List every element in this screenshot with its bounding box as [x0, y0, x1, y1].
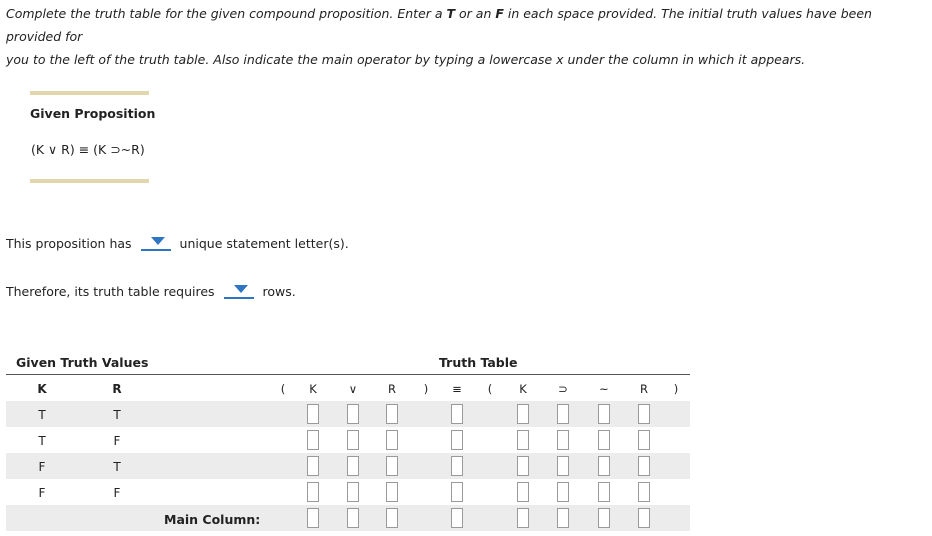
given-value: T [113, 460, 121, 474]
truth-input-tilde[interactable] [598, 482, 610, 502]
col-symbol-close-paren: ) [673, 382, 679, 396]
given-value: T [38, 408, 46, 422]
col-symbol-horseshoe: ⊃ [558, 382, 568, 396]
truth-input-equiv[interactable] [451, 430, 463, 450]
instructions [6, 2, 926, 71]
truth-table-title: Truth Table [439, 355, 518, 370]
col-symbol-open-paren: ( [487, 382, 493, 396]
instructions-t: T [446, 6, 456, 21]
truth-input-tilde[interactable] [598, 404, 610, 424]
truth-input-k[interactable] [307, 430, 319, 450]
truth-input-k[interactable] [307, 482, 319, 502]
main-column-input-horseshoe[interactable] [557, 508, 569, 528]
proposition-top-rule [30, 91, 149, 95]
proposition-bottom-rule [30, 179, 149, 183]
given-value: F [113, 486, 121, 500]
truth-input-horseshoe[interactable] [557, 482, 569, 502]
statement-letters-dropdown[interactable] [141, 235, 171, 251]
truth-input-k[interactable] [517, 430, 529, 450]
truth-input-r[interactable] [386, 482, 398, 502]
main-column-input-tilde[interactable] [598, 508, 610, 528]
instructions-text-3: in each space provided. The initial truth values have been provided for [6, 6, 872, 44]
truth-input-r[interactable] [638, 430, 650, 450]
instructions-text-1: Complete the truth table for the given compound proposition. Enter a [6, 6, 447, 21]
truth-input-k[interactable] [517, 456, 529, 476]
truth-input-k[interactable] [307, 456, 319, 476]
truth-input-r[interactable] [386, 430, 398, 450]
truth-input-or[interactable] [347, 430, 359, 450]
truth-input-k[interactable] [517, 404, 529, 424]
main-column-input-k[interactable] [307, 508, 319, 528]
col-symbol-close-paren: ) [423, 382, 429, 396]
truth-input-r[interactable] [638, 482, 650, 502]
main-column-input-or[interactable] [347, 508, 359, 528]
given-value: T [38, 434, 46, 448]
col-symbol-k: K [309, 382, 317, 396]
given-truth-values-title: Given Truth Values [16, 355, 149, 370]
col-symbol-equiv: ≡ [452, 382, 462, 396]
truth-input-horseshoe[interactable] [557, 404, 569, 424]
main-column-input-k[interactable] [517, 508, 529, 528]
col-symbol-r: R [388, 382, 396, 396]
given-value: F [38, 486, 46, 500]
truth-input-tilde[interactable] [598, 430, 610, 450]
instructions-text-4: you to the left of the truth table. Also indicate the main operator by typing a lowercase x under the column in which it appears. [6, 52, 806, 67]
truth-input-r[interactable] [638, 456, 650, 476]
main-column-input-equiv[interactable] [451, 508, 463, 528]
given-header-k: K [37, 382, 47, 396]
given-proposition-text: (K ∨ R) ≡ (K ⊃~R) [31, 142, 145, 157]
main-column-input-r[interactable] [386, 508, 398, 528]
col-symbol-tilde: ~ [599, 382, 609, 396]
main-column-label: Main Column: [164, 512, 261, 527]
truth-input-r[interactable] [386, 456, 398, 476]
main-column-input-r[interactable] [638, 508, 650, 528]
statement-letters-after: unique statement letter(s). [179, 236, 349, 251]
truth-input-equiv[interactable] [451, 456, 463, 476]
truth-input-or[interactable] [347, 482, 359, 502]
col-symbol-r: R [640, 382, 648, 396]
table-header-rule [6, 374, 690, 375]
truth-input-horseshoe[interactable] [557, 430, 569, 450]
statement-letters-before: This proposition has [6, 236, 132, 251]
rows-before: Therefore, its truth table requires [6, 284, 215, 299]
truth-input-horseshoe[interactable] [557, 456, 569, 476]
truth-input-k[interactable] [307, 404, 319, 424]
dropdown-arrow-icon [151, 237, 165, 245]
given-value: F [113, 434, 121, 448]
given-proposition-title: Given Proposition [30, 106, 156, 121]
given-value: T [113, 408, 121, 422]
rows-question [6, 283, 296, 299]
truth-input-or[interactable] [347, 456, 359, 476]
truth-input-k[interactable] [517, 482, 529, 502]
instructions-text-2: or an [455, 6, 496, 21]
truth-input-or[interactable] [347, 404, 359, 424]
statement-letters-question [6, 235, 349, 251]
truth-input-r[interactable] [638, 404, 650, 424]
given-value: F [38, 460, 46, 474]
rows-after: rows. [262, 284, 296, 299]
col-symbol-open-paren: ( [280, 382, 286, 396]
rows-dropdown[interactable] [224, 283, 254, 299]
col-symbol-k: K [519, 382, 527, 396]
given-header-r: R [112, 382, 122, 396]
truth-input-r[interactable] [386, 404, 398, 424]
dropdown-arrow-icon [234, 285, 248, 293]
truth-input-equiv[interactable] [451, 404, 463, 424]
col-symbol-or: ∨ [348, 382, 358, 396]
truth-input-tilde[interactable] [598, 456, 610, 476]
instructions-f: F [495, 6, 504, 21]
truth-input-equiv[interactable] [451, 482, 463, 502]
